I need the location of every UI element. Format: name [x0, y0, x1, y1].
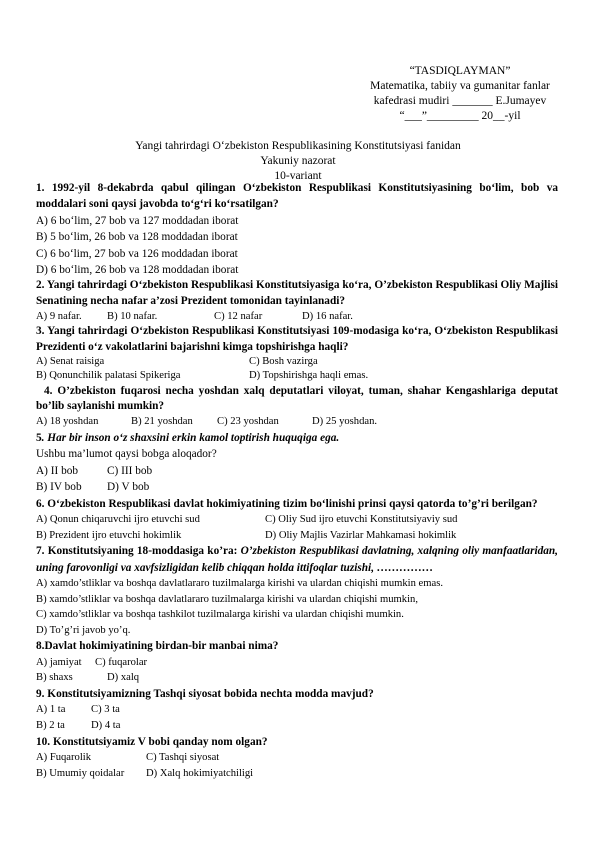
options-9-row2 — [36, 718, 558, 734]
approval-block — [345, 64, 575, 124]
approval-department: Matematika, tabiiy va gumanitar fanlar — [370, 80, 550, 92]
question-3: 3. Yangi tahrirdagi O‘zbekiston Respublikasi Konstitutsiyasi 109-modasiga ko‘ra, O‘zbekiston Respublikasi Prezidenti o‘z vakolatlarini bajarishni kimga topshirishga haqli? — [36, 325, 558, 353]
option-9b: B) 2 ta — [36, 720, 65, 732]
approval-head: kafedrasi mudiri _______ E.Jumayev — [373, 95, 547, 107]
option-1b: B) 5 bo‘lim, 26 bob va 128 moddadan iborat — [36, 231, 238, 244]
question-7-statement: O’zbekiston Respublikasi davlatning, xalqning oliy manfaatlaridan, uning farovonligi va xavfsizligidan kelib chiqqan holda ittifoqlar tuzishi, …………… — [36, 545, 559, 574]
option-2a: A) 9 nafar. — [36, 310, 82, 322]
option-10d: D) Xalq hokimiyatchiligi — [146, 767, 254, 779]
option-7c: C) xamdo’stliklar va boshqa tashkilot tuzilmalarga kirishi va ulardan chiqishi mumkin. — [36, 609, 404, 621]
question-5-statement: . Har bir inson o‘z shaxsini erkin kamol toptirish huquqiga ega. — [41, 432, 340, 445]
option-4a: A) 18 yoshdan — [36, 416, 99, 428]
option-9c: C) 3 ta — [91, 704, 120, 716]
option-1d: D) 6 bo‘lim, 26 bob va 128 moddadan iborat — [36, 264, 239, 277]
option-4c: C) 23 yoshdan — [217, 416, 279, 428]
option-5c: C) III bob — [107, 464, 153, 477]
approval-title: “TASDIQLAYMAN” — [409, 65, 511, 77]
exam-type: Yakuniy nazorat — [260, 155, 336, 167]
options-2 — [36, 309, 558, 325]
options-4 — [36, 414, 558, 430]
option-8d: D) xalq — [107, 672, 140, 684]
option-4b: B) 21 yoshdan — [131, 416, 193, 428]
option-3c: C) Bosh vazirga — [249, 355, 318, 367]
exam-header — [0, 139, 596, 184]
options-8-row2 — [36, 670, 558, 686]
option-9d: D) 4 ta — [91, 720, 121, 732]
options-5-row2 — [36, 479, 558, 495]
option-2d: D) 16 nafar. — [302, 310, 353, 322]
option-7b: B) xamdo’stliklar va boshqa davlatlararo tuzilmalarga kirishi va ulardan chiqishi mumkin, — [36, 593, 418, 605]
options-5-row1 — [36, 463, 558, 479]
options-6-row1 — [36, 512, 558, 528]
option-5d: D) V bob — [107, 481, 150, 494]
option-10a: A) Fuqarolik — [36, 752, 92, 764]
question-7 — [36, 543, 558, 576]
options-3-row1 — [36, 355, 558, 370]
option-10c: C) Tashqi siyosat — [146, 752, 220, 764]
options-3-row2 — [36, 369, 558, 384]
question-4: 4. O’zbekiston fuqarosi necha yoshdan xalq deputatlari viloyat, tuman, shahar Kengashlariga deputat bo’lib saylanishi mumkin? — [36, 385, 558, 413]
option-10b: B) Umumiy qoidalar — [36, 767, 125, 779]
options-8-row1 — [36, 655, 558, 671]
option-5b: B) IV bob — [36, 481, 82, 494]
option-6b: B) Prezident ijro etuvchi hokimlik — [36, 529, 182, 541]
option-7a: A) xamdo’stliklar va boshqa davlatlararo tuzilmalarga kirishi va ulardan chiqishi mumkin emas. — [36, 578, 443, 590]
option-6a: A) Qonun chiqaruvchi ijro etuvchi sud — [36, 514, 200, 526]
question-1: 1. 1992-yil 8-dekabrda qabul qilingan O‘zbekiston Respublikasi Konstitutsiyasining bo‘lim, bob va moddalari soni qaysi javobda to‘g‘ri ko‘rsatilgan? — [36, 182, 558, 211]
approval-date: “___”_________ 20__-yil — [399, 110, 521, 122]
option-1c: C) 6 bo‘lim, 27 bob va 126 moddadan iborat — [36, 247, 238, 260]
option-2c: C) 12 nafar — [214, 310, 263, 322]
option-9a: A) 1 ta — [36, 704, 66, 716]
option-3a: A) Senat raisiga — [36, 355, 105, 367]
question-10: 10. Konstitutsiyamiz V bobi qanday nom olgan? — [36, 735, 268, 748]
question-5-number: 5 — [36, 432, 42, 445]
questions — [36, 180, 558, 781]
options-10-row2 — [36, 766, 558, 782]
variant-label: 10-variant — [274, 170, 322, 182]
options-9-row1 — [36, 702, 558, 718]
subject-line: Yangi tahrirdagi O‘zbekiston Respublikasining Konstitutsiyasi fanidan — [135, 140, 461, 152]
option-8b: B) shaxs — [36, 672, 73, 684]
question-2: 2. Yangi tahrirdagi O‘zbekiston Respublikasi Konstitutsiyasiga ko‘ra, O’zbekiston Respublikasi Oliy Majlisi Senatining necha nafar a’zosi Prezident tomonidan tayinlanadi? — [36, 279, 558, 307]
question-6: 6. O‘zbekiston Respublikasi davlat hokimiyatining tizim bo‘linishi prinsi qaysi qatorda to’g’ri berilgan? — [36, 497, 538, 510]
option-2b: B) 10 nafar. — [107, 310, 158, 322]
options-10-row1 — [36, 750, 558, 766]
option-6d: D) Oliy Majlis Vazirlar Mahkamasi hokimlik — [265, 529, 457, 541]
option-5a: A) II bob — [36, 464, 79, 477]
option-6c: C) Oliy Sud ijro etuvchi Konstitutsiyaviy sud — [265, 514, 458, 526]
option-1a: A) 6 bo‘lim, 27 bob va 127 moddadan iborat — [36, 214, 239, 227]
option-8c: C) fuqarolar — [95, 656, 148, 668]
question-8: 8.Davlat hokimiyatining birdan-bir manbai nima? — [36, 640, 279, 653]
option-4d: D) 25 yoshdan. — [312, 416, 378, 428]
question-7-lead: . Konstitutsiyaning 18-moddasiga ko’ra: — [41, 545, 238, 558]
option-3d: D) Topshirishga haqli emas. — [249, 370, 369, 382]
question-9: 9. Konstitutsiyamizning Tashqi siyosat bobida nechta modda mavjud? — [36, 688, 374, 701]
option-7d: D) To’g’ri javob yo’q. — [36, 624, 131, 636]
question-5 — [36, 430, 558, 446]
question-7-number: 7 — [36, 545, 42, 558]
options-6-row2 — [36, 528, 558, 544]
option-3b: B) Qonunchilik palatasi Spikeriga — [36, 370, 181, 382]
question-5-sub: Ushbu ma’lumot qaysi bobga aloqador? — [36, 448, 217, 461]
option-8a: A) jamiyat — [36, 656, 82, 668]
